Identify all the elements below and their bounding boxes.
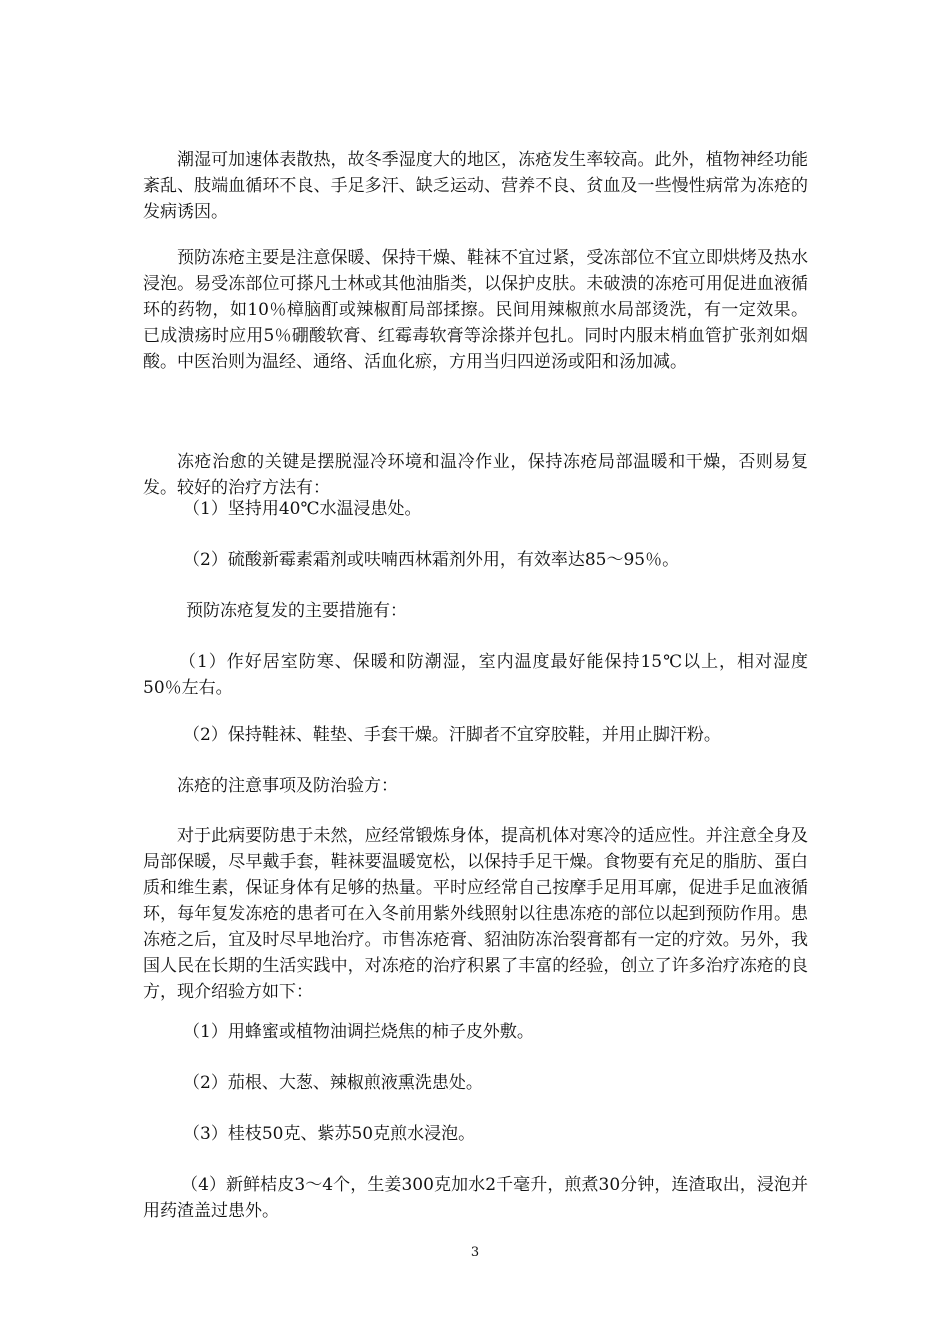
page-number: 3 bbox=[470, 1245, 480, 1260]
heading-recurrence-measures: 预防冻疮复发的主要措施有： bbox=[186, 601, 407, 621]
paragraph-precautions: 对于此病要防患于未然，应经常锻炼身体，提高机体对寒冷的适应性。并注意全身及局部保暖，尽早戴手套，鞋袜要温暖宽松，以保持手足干燥。食物要有充足的脂肪、蛋白质和维生素，保证身体有足够的热量。平时应经常自己按摩手足用耳廓，促进手足血液循环，每年复发冻疮的患者可在入冬前用紫外线照射以往患冻疮的部位以起到预防作用。患冻疮之后，宜及时尽早地治疗。市售冻疮膏、貂油防冻治裂膏都有一定的疗效。另外，我国人民在长期的生活实践中，对冻疮的治疗积累了丰富的经验，创立了许多治疗冻疮的良方，现介绍验方如下： bbox=[143, 826, 808, 1002]
list-item-remedy-1: （1）用蜂蜜或植物油调拦烧焦的柿子皮外敷。 bbox=[183, 1022, 534, 1042]
list-item-treatment-1: （1）坚持用40℃水温浸患处。 bbox=[183, 499, 422, 519]
list-item-treatment-2: （2）硫酸新霉素霜剂或呋喃西林霜剂外用，有效率达85～95％。 bbox=[183, 550, 680, 570]
list-item-remedy-4: （4）新鲜桔皮3～4个，生姜300克加水2千毫升，煎煮30分钟，连渣取出，浸泡并用药渣盖过患外。 bbox=[143, 1175, 808, 1221]
paragraph-prevention: 预防冻疮主要是注意保暖、保持干燥、鞋袜不宜过紧，受冻部位不宜立即烘烤及热水浸泡。易受冻部位可搽凡士林或其他油脂类，以保护皮肤。未破溃的冻疮可用促进血液循环的药物，如10％樟脑酊或辣椒酊局部揉擦。民间用辣椒煎水局部烫洗，有一定效果。已成溃疡时应用5％硼酸软膏、红霉毒软膏等涂搽并包扎。同时内服末梢血管扩张剂如烟酸。中医治则为温经、通络、活血化瘀，方用当归四逆汤或阳和汤加减。 bbox=[143, 248, 808, 372]
paragraph-treatment-key: 冻疮治愈的关键是摆脱湿冷环境和温冷作业，保持冻疮局部温暖和干燥，否则易复发。较好的治疗方法有： bbox=[143, 452, 808, 498]
list-item-recurrence-2: （2）保持鞋袜、鞋垫、手套干燥。汗脚者不宜穿胶鞋，并用止脚汗粉。 bbox=[183, 725, 721, 745]
list-item-remedy-3: （3）桂枝50克、紫苏50克煎水浸泡。 bbox=[183, 1124, 476, 1144]
list-item-remedy-2: （2）茄根、大葱、辣椒煎液熏洗患处。 bbox=[183, 1073, 483, 1093]
heading-precautions: 冻疮的注意事项及防治验方： bbox=[177, 776, 398, 796]
paragraph-cause: 潮湿可加速体表散热，故冬季湿度大的地区，冻疮发生率较高。此外，植物神经功能紊乱、肢端血循环不良、手足多汗、缺乏运动、营养不良、贫血及一些慢性病常为冻疮的发病诱因。 bbox=[143, 150, 808, 222]
list-item-recurrence-1: （1）作好居室防寒、保暖和防潮湿，室内温度最好能保持15℃以上，相对湿度50％左右。 bbox=[143, 652, 808, 698]
